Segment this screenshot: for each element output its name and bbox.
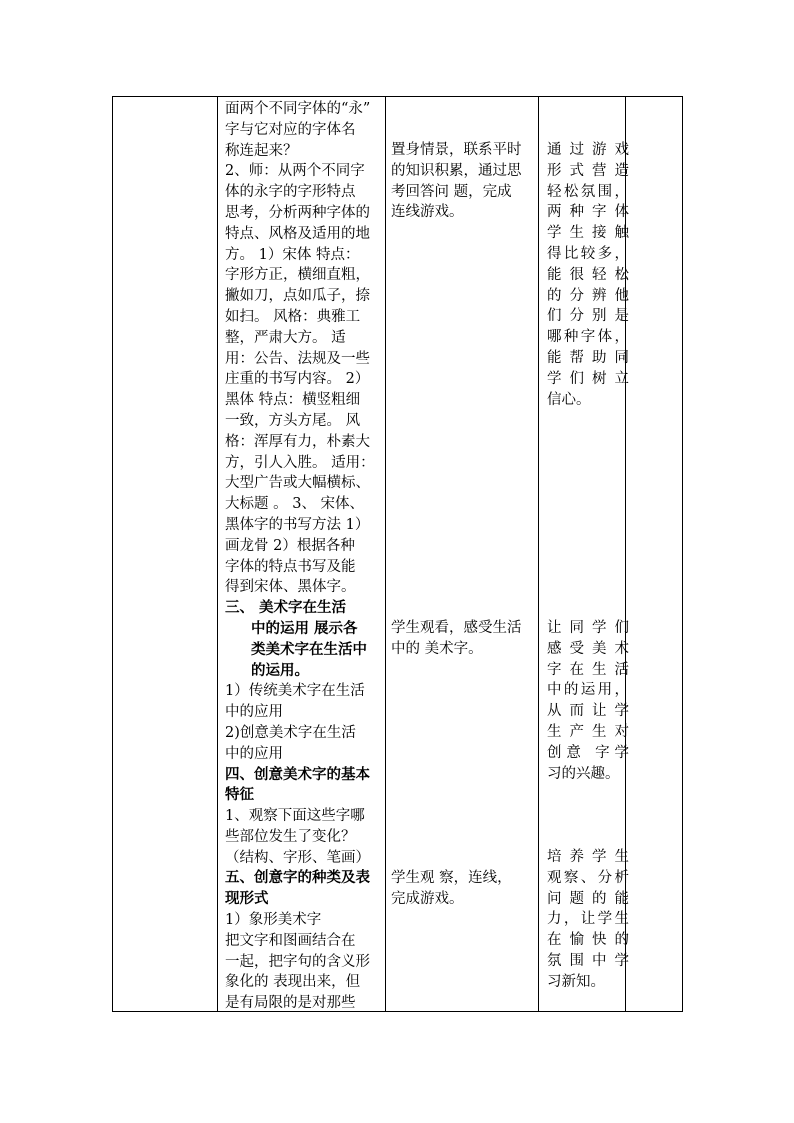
- process-line: 1、观察下面这些字哪: [225, 808, 365, 825]
- intent-line: 能很轻松: [547, 266, 629, 283]
- process-line: 把文字和图画结合在: [225, 932, 356, 949]
- process-line: 方，引人入胜。 适用：: [225, 454, 375, 471]
- intent-line: 在愉快的: [547, 932, 629, 949]
- process-line: 四、创意美术字的基本: [225, 765, 370, 783]
- intent-line: 学生接触: [547, 225, 629, 242]
- intent-line: 得比较多，: [547, 245, 629, 262]
- student-line: 的知识积累，通过思: [391, 162, 522, 179]
- student-activity-block: [391, 618, 534, 660]
- intent-line: 从而让学: [547, 703, 629, 720]
- student-line: 学生观 察，连线，: [391, 870, 512, 886]
- process-line: 是有局限的是对那些: [225, 995, 356, 1012]
- intent-line: 们分别是: [547, 308, 629, 325]
- student-line: 中的 美术字。: [391, 640, 483, 657]
- process-line: 中的应用: [225, 745, 283, 762]
- intent-line: 字在生活: [547, 661, 629, 678]
- intent-line: 哪种字体，: [547, 329, 629, 346]
- process-line: 五、创意字的种类及表: [225, 869, 370, 887]
- process-line: （结构、字形、笔画）: [225, 849, 370, 866]
- process-line: 思考，分析两种字体的: [225, 204, 370, 221]
- process-line: 大型广告或大幅横标、: [225, 475, 370, 492]
- process-line: 2)创意美术字在生活: [225, 724, 356, 741]
- student-line: 连线游戏。: [391, 204, 464, 221]
- process-line: 类美术字在生活中: [251, 640, 367, 658]
- intent-line: 氛围中学: [547, 952, 629, 969]
- intent-line: 习新知。: [547, 973, 605, 990]
- student-line: 考回答问 题，完成: [391, 183, 512, 200]
- process-line: 中的运用 展示各: [251, 619, 358, 637]
- column-divider: [217, 97, 218, 1011]
- intent-line: 创意 字学: [547, 744, 629, 761]
- process-line: 黑体字的书写方法 1）: [225, 516, 370, 533]
- intent-line: 感受美术: [547, 640, 629, 657]
- intent-line: 两种字体: [547, 204, 629, 221]
- process-line: 庄重的书写内容。 2）: [225, 371, 370, 388]
- intent-line: 能帮助同: [547, 349, 629, 366]
- process-line: 面两个不同字体的“永”: [225, 101, 371, 117]
- intent-line: 观察、分析: [547, 869, 629, 886]
- process-line: 体的永字的字形特点: [225, 184, 356, 201]
- intent-line: 习的兴趣。: [547, 765, 620, 782]
- process-line: 中的应用: [225, 704, 283, 721]
- intent-line: 的分辨他: [547, 287, 629, 304]
- process-line: 字形方正，横细直粗，: [225, 267, 370, 284]
- design-intent-block: [547, 140, 629, 410]
- design-intent-block: [547, 618, 629, 784]
- process-line: 整，严肃大方。 适: [225, 329, 346, 346]
- process-line: 些部位发生了变化？: [225, 828, 356, 845]
- design-intent-block: [547, 847, 629, 993]
- process-line: 字体的特点书写及能: [225, 558, 356, 575]
- lesson-table: [112, 96, 683, 1012]
- intent-line: 轻松氛围，: [547, 183, 629, 200]
- student-activity-block: [391, 140, 534, 223]
- process-line: 特点、风格及适用的地: [225, 225, 370, 242]
- process-line: 格：浑厚有力，朴素大: [225, 433, 370, 450]
- intent-line: 让同学们: [547, 620, 629, 636]
- process-line: 的运用。: [251, 661, 309, 679]
- intent-line: 形式营造: [547, 162, 629, 179]
- process-line: 如扫。 风格：典雅工: [225, 308, 361, 325]
- intent-line: 中的运用，: [547, 682, 629, 699]
- intent-line: 力，让学生: [547, 911, 629, 928]
- process-line: 现形式: [225, 890, 269, 908]
- process-line: 方。 1）宋体 特点：: [225, 246, 360, 263]
- process-line: 1）象形美术字: [225, 912, 322, 929]
- intent-line: 问题的能: [547, 890, 629, 907]
- process-line: 1）传统美术字在生活: [225, 683, 365, 700]
- process-line: 大标题 。 3、 宋体、: [225, 496, 365, 513]
- intent-line: 信心。: [547, 391, 591, 408]
- intent-line: 通过游戏: [547, 142, 629, 158]
- student-line: 学生观看，感受生活: [391, 620, 522, 636]
- student-line: 完成游戏。: [391, 890, 464, 907]
- teaching-process-cell: [225, 99, 381, 1014]
- process-line: 一起，把字句的含义形: [225, 953, 370, 970]
- process-line: 一致，方头方尾。 风: [225, 412, 361, 429]
- process-line: 字与它对应的字体名: [225, 121, 356, 138]
- column-divider: [538, 97, 539, 1011]
- intent-line: 生产生对: [547, 723, 629, 740]
- process-line: 用：公告、法规及一些: [225, 350, 370, 367]
- process-line: 象化的 表现出来，但: [225, 974, 361, 991]
- process-line: 撇如刀，点如瓜子，捺: [225, 288, 370, 305]
- intent-line: 学们树立: [547, 370, 629, 387]
- column-divider: [385, 97, 386, 1011]
- process-line: 得到宋体、黑体字。: [225, 579, 356, 596]
- process-line: 特征: [225, 786, 254, 804]
- process-line: 三、 美术字在生活: [225, 599, 347, 617]
- student-activity-block: [391, 868, 534, 910]
- process-line: 称连起来？: [225, 142, 298, 159]
- process-line: 黑体 特点：横竖粗细: [225, 392, 361, 409]
- student-line: 置身情景，联系平时: [391, 142, 522, 158]
- process-line: 2、师：从两个不同字: [225, 163, 365, 180]
- process-line: 画龙骨 2）根据各种: [225, 537, 355, 554]
- intent-line: 培养学生: [547, 849, 629, 865]
